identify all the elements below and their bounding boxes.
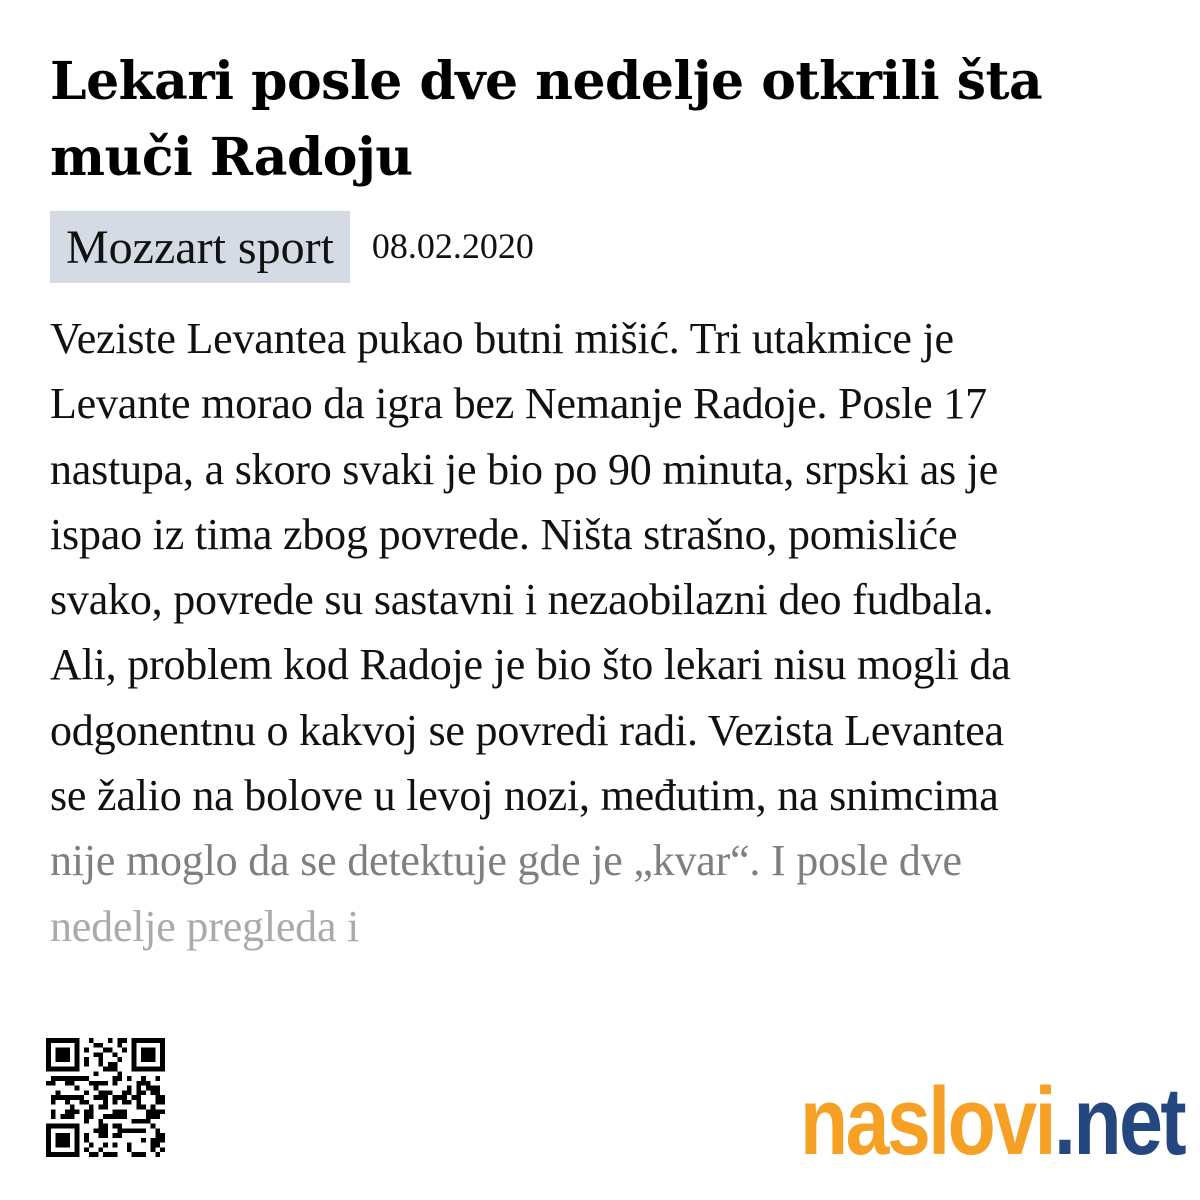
- body-line: Ali, problem kod Radoje je bio što lekari nisu mogli da: [50, 640, 1011, 690]
- body-line: se žalio na bolove u levoj nozi, međutim, na snimcima: [50, 771, 999, 821]
- article-headline: Lekari posle dve nedelje otkrili šta muči Radoju: [50, 51, 1043, 188]
- body-line: Veziste Levantea pukao butni mišić. Tri utakmice je: [50, 314, 954, 363]
- source-badge[interactable]: Mozzart sport: [50, 211, 350, 283]
- body-line-faded: nedelje pregleda i: [50, 901, 360, 951]
- qr-code-icon[interactable]: [46, 1038, 165, 1157]
- article-meta: [50, 211, 534, 283]
- article-body: [50, 306, 1155, 959]
- body-line: ispao iz tima zbog povrede. Ništa strašno, pomisliće: [50, 509, 958, 559]
- logo-part-net: .net: [1054, 1068, 1185, 1175]
- body-line: odgonentnu o kakvoj se povredi radi. Vezista Levantea: [50, 705, 1004, 755]
- body-line: nastupa, a skoro svaki je bio po 90 minuta, srpski as je: [50, 444, 999, 494]
- body-line: svako, povrede su sastavni i nezaobilazni deo fudbala.: [50, 575, 994, 625]
- body-line: Levante morao da igra bez Nemanje Radoje. Posle 17: [50, 379, 987, 429]
- article-date: 08.02.2020: [371, 226, 534, 266]
- naslovi-net-logo[interactable]: [800, 1060, 1185, 1175]
- body-line-faded: nije moglo da se detektuje gde je „kvar“. I posle dve: [50, 836, 962, 886]
- logo-part-naslovi: naslovi: [800, 1068, 1055, 1175]
